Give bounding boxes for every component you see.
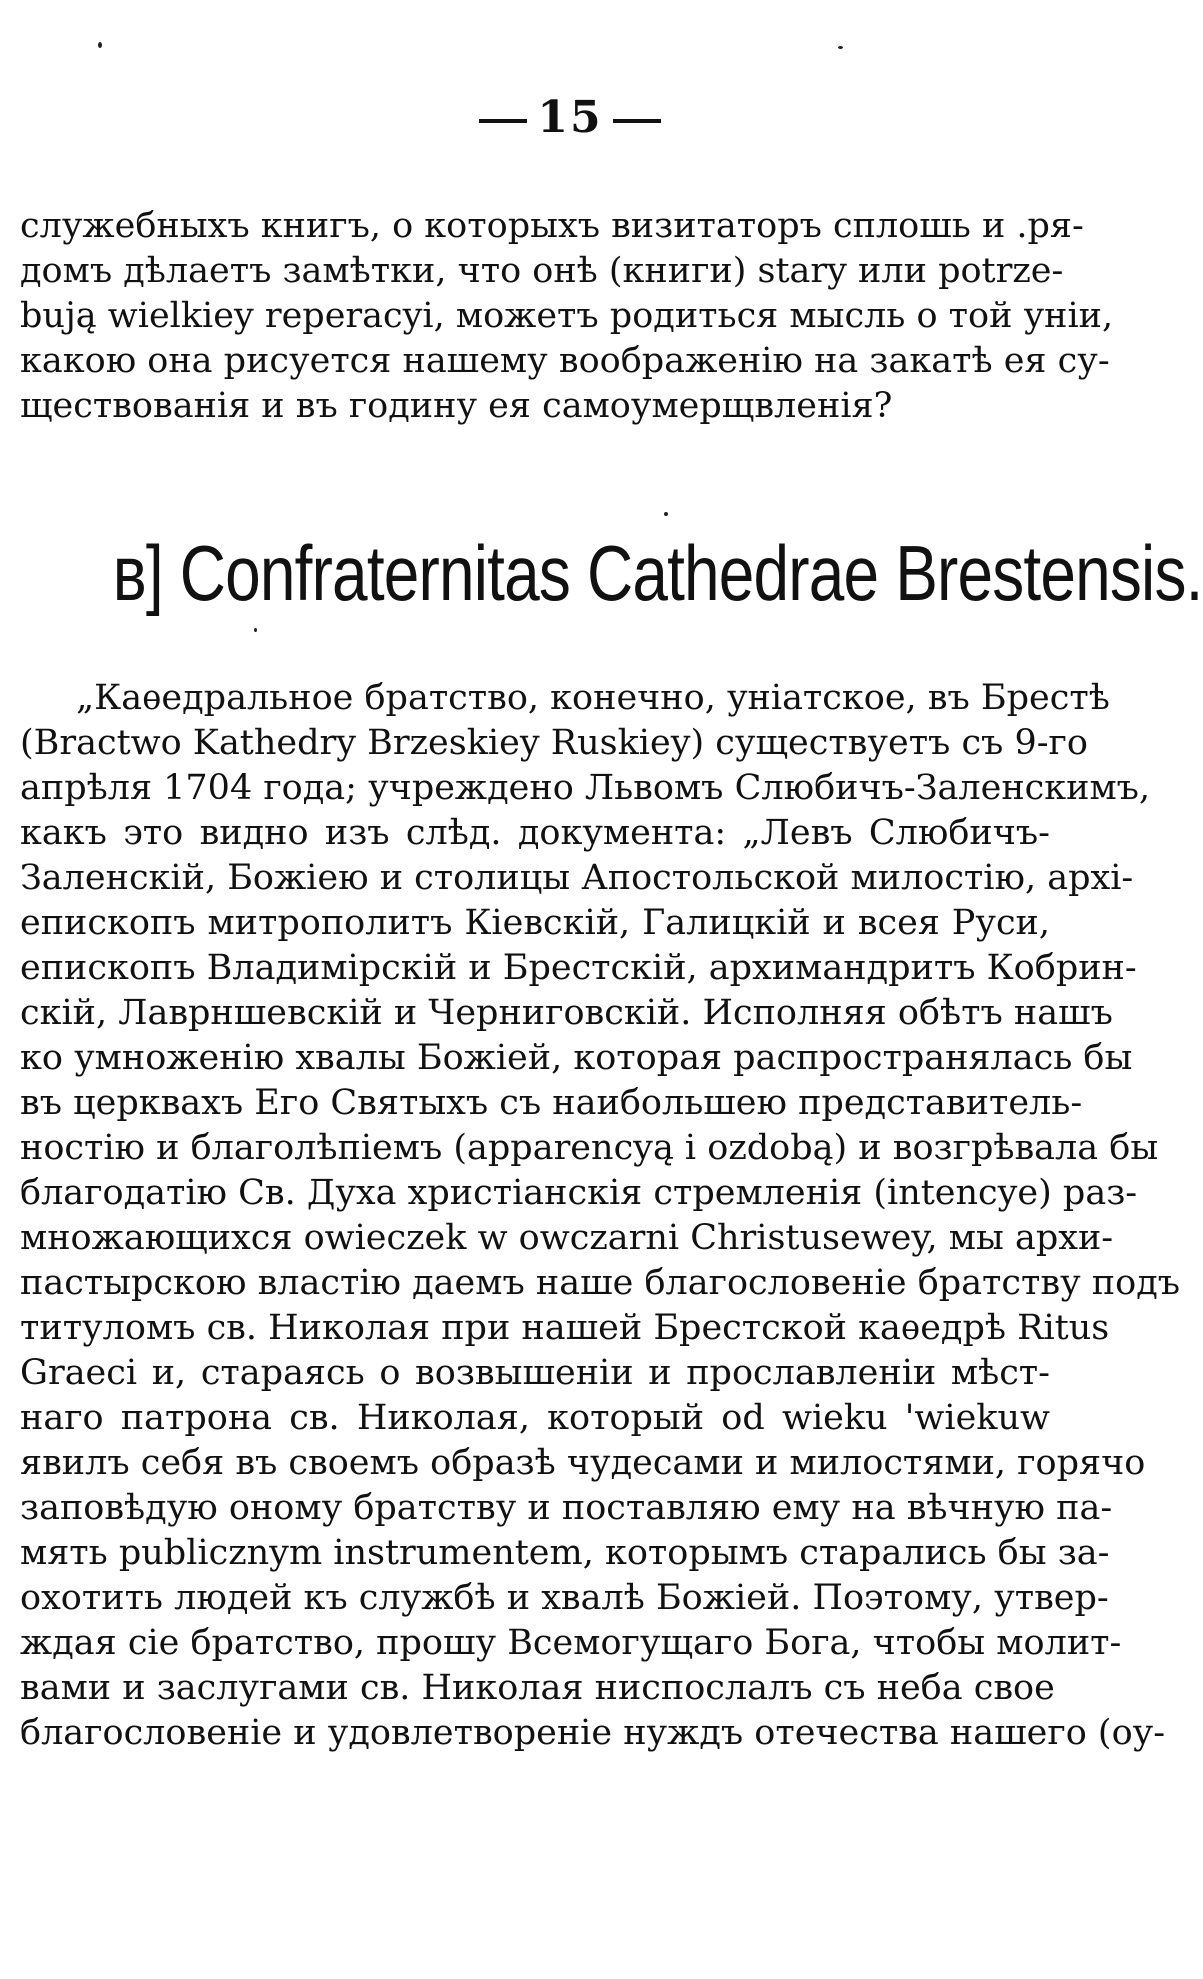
text-line: „Каѳедральное братство, конечно, уніатское, въ Брестѣ	[76, 678, 1110, 718]
text-line: титуломъ св. Николая при нашей Брестской каѳедрѣ Ritus	[20, 1308, 1110, 1348]
text-line: ностію и благолѣпіемъ (apparencyą i ozdobą) и возгрѣвала бы	[20, 1128, 1159, 1168]
text-line: мять publicznym instrumentem, которымъ старались бы за-	[20, 1533, 1110, 1573]
text-line: пастырскою властію даемъ наше благословеніе братству подъ	[20, 1263, 1181, 1303]
page-number-text: 15	[537, 92, 603, 143]
text-line: (Bractwo Kathedry Brzeskiey Ruskiey) существуетъ съ 9-го	[20, 723, 1088, 763]
text-line: въ церквахъ Его Святыхъ съ наибольшею представитель-	[20, 1083, 1083, 1123]
text-line: bują wielkiey reperacyi, можетъ родиться мысль о той уніи,	[20, 296, 1114, 336]
text-line: апрѣля 1704 года; учреждено Львомъ Слюбичъ-Заленскимъ,	[20, 768, 1151, 808]
text-line: наго патрона св. Николая, который od wieku 'wiekuw	[20, 1398, 1050, 1438]
page-number	[0, 92, 1140, 143]
text-line: Graeci и, стараясь о возвышеніи и прославленіи мѣст-	[20, 1353, 1050, 1393]
text-line: ществованія и въ годину ея самоумерщвленія?	[20, 386, 893, 426]
text-line: ждая сіе братство, прошу Всемогущаго Бога, чтобы молит-	[20, 1623, 1122, 1663]
text-line: скій, Лаврншевскій и Черниговскій. Исполняя обѣтъ нашъ	[20, 993, 1113, 1033]
scan-speck	[98, 42, 102, 48]
text-line: домъ дѣлаетъ замѣтки, что онѣ (книги) stary или potrze-	[20, 251, 1064, 291]
text-line: вами и заслугами св. Николая ниспослалъ съ неба свое	[20, 1668, 1055, 1708]
text-line: благодатію Св. Духа христіанскія стремленія (intencye) раз-	[20, 1173, 1138, 1213]
paragraph-intro	[20, 204, 1114, 429]
page-number-dash-left	[479, 119, 527, 123]
scan-speck	[664, 512, 668, 516]
text-line: охотить людей къ службѣ и хвалѣ Божіей. Поэтому, утвер-	[20, 1578, 1109, 1618]
text-line: ко умноженію хвалы Божіей, которая распространялась бы	[20, 1038, 1133, 1078]
text-line: Заленскій, Божіею и столицы Апостольской милостію, архі-	[20, 858, 1134, 898]
text-line: какъ это видно изъ слѣд. документа: „Левъ Слюбичъ-	[20, 813, 1050, 853]
scan-speck	[838, 46, 843, 49]
text-line: заповѣдую оному братству и поставляю ему на вѣчную па-	[20, 1488, 1113, 1528]
page-number-dash-right	[613, 119, 661, 123]
text-line: явилъ себя въ своемъ образѣ чудесами и милостями, горячо	[20, 1443, 1146, 1483]
text-line: служебныхъ книгъ, о которыхъ визитаторъ сплошь и .ря-	[20, 206, 1084, 246]
text-line: множающихся owieczek w owczarni Christusewey, мы архи-	[20, 1218, 1114, 1258]
text-line: епископъ митрополитъ Кіевскій, Галицкій и всея Руси,	[20, 903, 1050, 943]
scan-speck	[254, 628, 257, 632]
text-line: благословеніе и удовлетвореніе нуждъ отечества нашего (оу-	[20, 1713, 1166, 1753]
text-line: епископъ Владимірскій и Брестскій, архимандритъ Кобрин-	[20, 948, 1137, 988]
text-line: какою она рисуется нашему воображенію на закатѣ ея су-	[20, 341, 1110, 381]
paragraph-main	[20, 676, 1181, 1756]
section-heading: в] Confraternitas Cathedrae Brestensis.	[112, 529, 1203, 617]
